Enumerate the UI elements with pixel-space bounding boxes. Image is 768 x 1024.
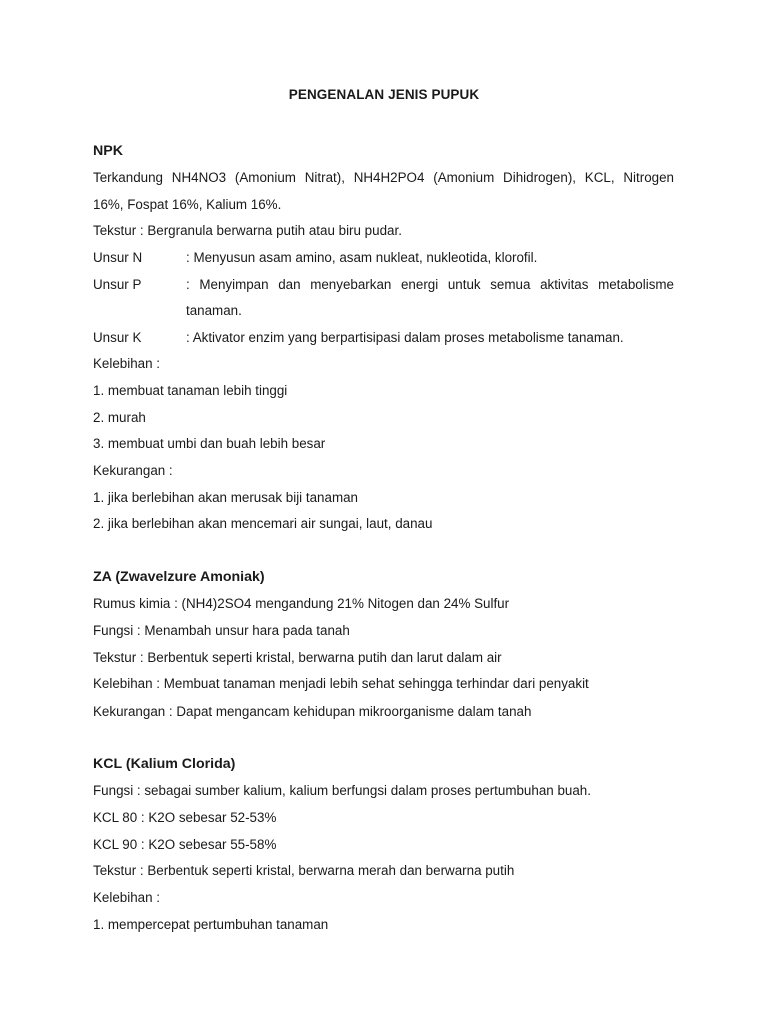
kcl-heading: KCL (Kalium Clorida) — [93, 756, 236, 772]
npk-unsur-p-row — [93, 277, 674, 293]
document-title: PENGENALAN JENIS PUPUK — [288, 87, 480, 102]
list-item: 3. membuat umbi dan buah lebih besar — [93, 436, 326, 451]
list-item: 2. murah — [93, 410, 146, 425]
npk-paragraph-line-2: 16%, Fospat 16%, Kalium 16%. — [93, 197, 282, 212]
kcl-line: Tekstur : Berbentuk seperti kristal, berwarna merah dan berwarna putih — [93, 863, 515, 878]
za-line: Kelebihan : Membuat tanaman menjadi lebih sehat sehingga terhindar dari penyakit — [93, 676, 589, 691]
npk-kelebihan-label: Kelebihan : — [93, 356, 161, 371]
za-line: Rumus kimia : (NH4)2SO4 mengandung 21% Nitogen dan 24% Sulfur — [93, 596, 510, 611]
npk-paragraph-line-1-text: Terkandung NH4NO3 (Amonium Nitrat), NH4H2PO4 (Amonium Dihidrogen), KCL, Nitrogen — [93, 170, 674, 185]
unsur-k-label: Unsur K — [93, 330, 142, 345]
list-item: 1. jika berlebihan akan merusak biji tanaman — [93, 490, 358, 505]
za-heading: ZA (Zwavelzure Amoniak) — [93, 569, 265, 585]
npk-heading: NPK — [93, 143, 123, 159]
list-item: 1. membuat tanaman lebih tinggi — [93, 383, 288, 398]
npk-paragraph-line-1 — [93, 170, 674, 186]
npk-tekstur: Tekstur : Bergranula berwarna putih atau biru pudar. — [93, 223, 402, 238]
za-line: Fungsi : Menambah unsur hara pada tanah — [93, 623, 350, 638]
unsur-n-label: Unsur N — [93, 250, 143, 265]
npk-kekurangan-label: Kekurangan : — [93, 463, 173, 478]
unsur-k-desc: : Aktivator enzim yang berpartisipasi dalam proses metabolisme tanaman. — [186, 330, 624, 345]
za-line: Kekurangan : Dapat mengancam kehidupan mikroorganisme dalam tanah — [93, 704, 532, 719]
kcl-line: KCL 90 : K2O sebesar 55-58% — [93, 837, 277, 852]
list-item: 2. jika berlebihan akan mencemari air sungai, laut, danau — [93, 516, 433, 531]
za-line: Tekstur : Berbentuk seperti kristal, berwarna putih dan larut dalam air — [93, 650, 502, 665]
kcl-line: KCL 80 : K2O sebesar 52-53% — [93, 810, 277, 825]
kcl-line: Kelebihan : — [93, 890, 161, 905]
unsur-p-label: Unsur P — [93, 277, 142, 292]
kcl-line: 1. mempercepat pertumbuhan tanaman — [93, 917, 329, 932]
unsur-p-desc-line-1: : Menyimpan dan menyebarkan energi untuk semua aktivitas metabolisme — [186, 277, 674, 292]
unsur-n-desc: : Menyusun asam amino, asam nukleat, nukleotida, klorofil. — [186, 250, 538, 265]
unsur-p-desc-line-2: tanaman. — [186, 303, 242, 318]
kcl-line: Fungsi : sebagai sumber kalium, kalium berfungsi dalam proses pertumbuhan buah. — [93, 783, 591, 798]
